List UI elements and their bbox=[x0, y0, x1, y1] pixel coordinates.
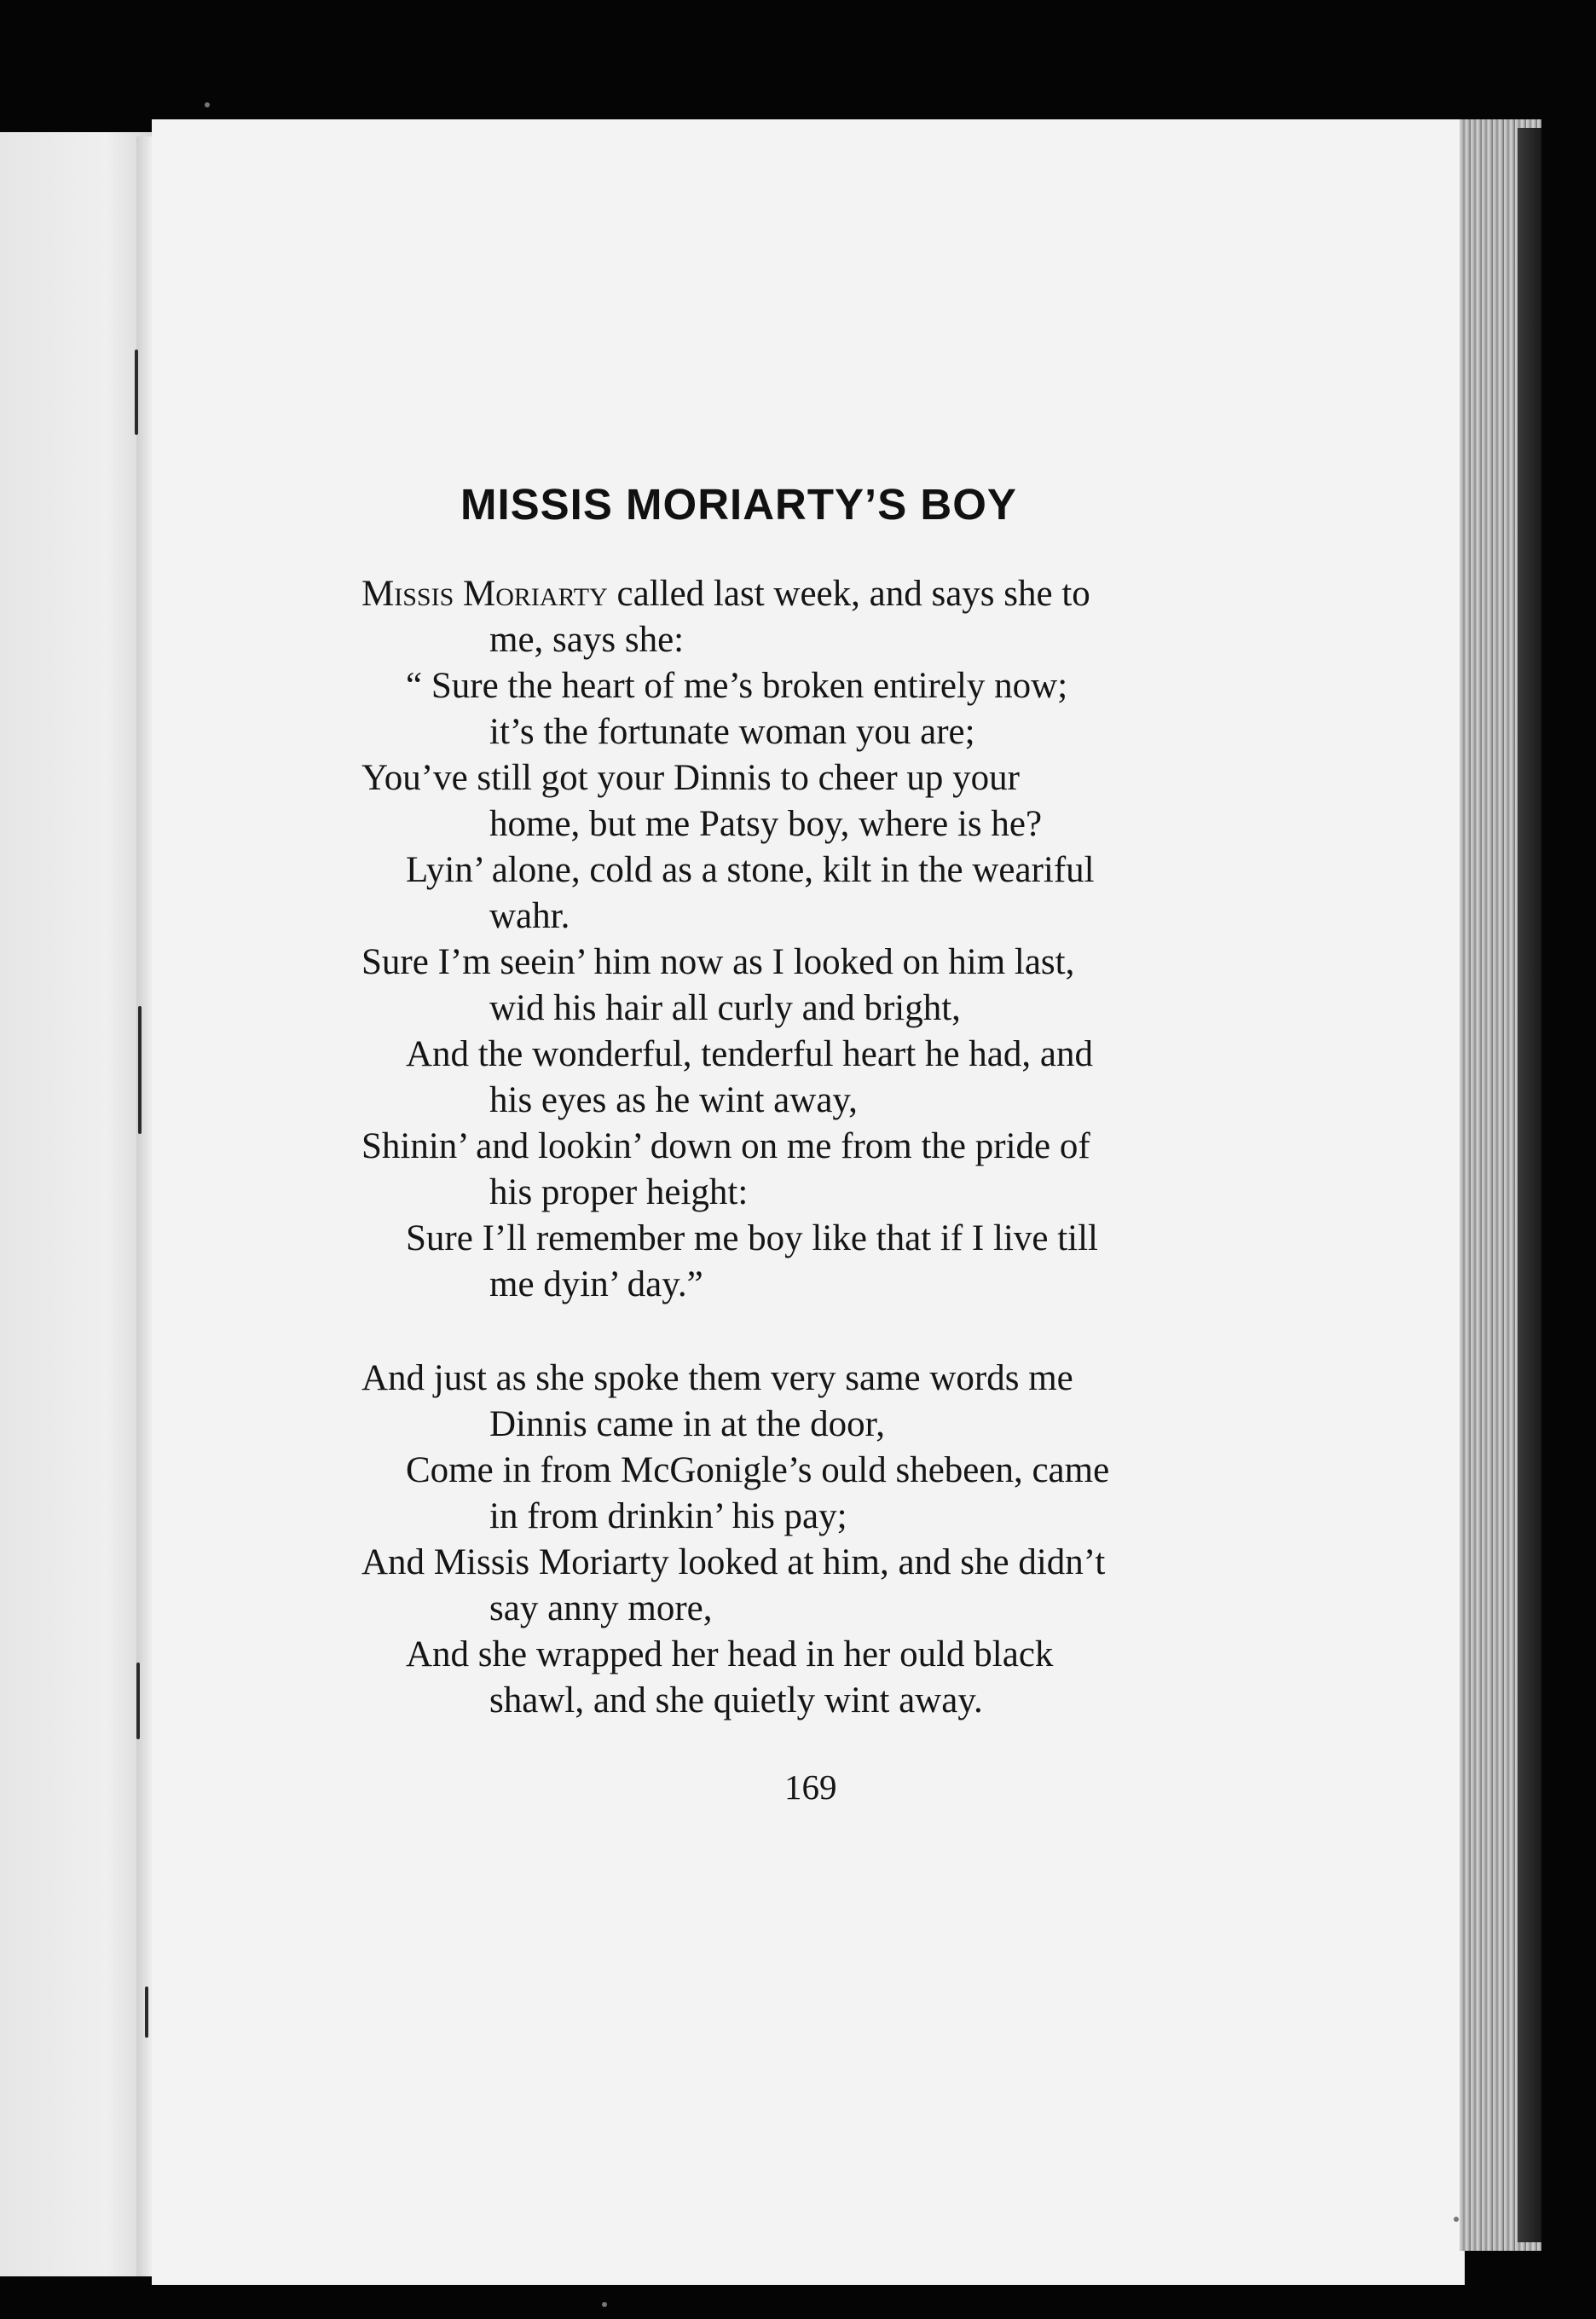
poem-line: home, but me Patsy boy, where is he? bbox=[489, 804, 1043, 844]
poem-line: Sure I’ll remember me boy like that if I live till bbox=[406, 1218, 1098, 1258]
dust-speck bbox=[602, 2302, 607, 2307]
poem-line: You’ve still got your Dinnis to cheer up your bbox=[361, 758, 1020, 798]
poem-line: And the wonderful, tenderful heart he had, and bbox=[406, 1034, 1093, 1074]
poem-line: wid his hair all curly and bright, bbox=[489, 988, 961, 1028]
binding-thread bbox=[138, 1006, 142, 1134]
poem-line: me dyin’ day.” bbox=[489, 1264, 703, 1304]
poem-line: Lyin’ alone, cold as a stone, kilt in the weariful bbox=[406, 850, 1095, 890]
dust-speck bbox=[1454, 2217, 1459, 2222]
facing-page-edge bbox=[0, 132, 152, 2276]
speaker-name: Missis Moriarty bbox=[361, 574, 608, 614]
poem-body bbox=[361, 571, 1282, 1724]
book-cover-edge bbox=[1518, 128, 1541, 2242]
binding-thread bbox=[145, 1986, 148, 2038]
page-title: MISSIS MORIARTY’S BOY bbox=[460, 480, 1017, 529]
poem-line: Dinnis came in at the door, bbox=[489, 1404, 885, 1444]
poem-line: Shinin’ and lookin’ down on me from the pride of bbox=[361, 1126, 1090, 1166]
poem-line: Missis Moriarty called last week, and says she to bbox=[361, 574, 1090, 614]
poem-line: say anny more, bbox=[489, 1588, 713, 1628]
poem-line: his proper height: bbox=[489, 1172, 749, 1212]
poem-line: shawl, and she quietly wint away. bbox=[489, 1680, 983, 1720]
page-number: 169 bbox=[784, 1767, 837, 1807]
binding-thread bbox=[135, 350, 138, 435]
poem-line: it’s the fortunate woman you are; bbox=[489, 712, 975, 752]
binding-thread bbox=[136, 1663, 140, 1739]
dust-speck bbox=[205, 102, 210, 107]
poem-line: wahr. bbox=[489, 896, 570, 936]
poem-line: And Missis Moriarty looked at him, and she didn’t bbox=[361, 1542, 1106, 1582]
poem-line: And she wrapped her head in her ould black bbox=[406, 1634, 1054, 1674]
stanza-break bbox=[361, 1308, 1282, 1356]
poem-line: “ Sure the heart of me’s broken entirely now; bbox=[406, 666, 1068, 706]
poem-line: And just as she spoke them very same words me bbox=[361, 1358, 1073, 1398]
poem-line: Come in from McGonigle’s ould shebeen, came bbox=[406, 1450, 1110, 1490]
poem-line: his eyes as he wint away, bbox=[489, 1080, 858, 1120]
poem-line: Sure I’m seein’ him now as I looked on him last, bbox=[361, 942, 1075, 982]
poem-line: me, says she: bbox=[489, 620, 685, 660]
poem-line: in from drinkin’ his pay; bbox=[489, 1496, 847, 1536]
